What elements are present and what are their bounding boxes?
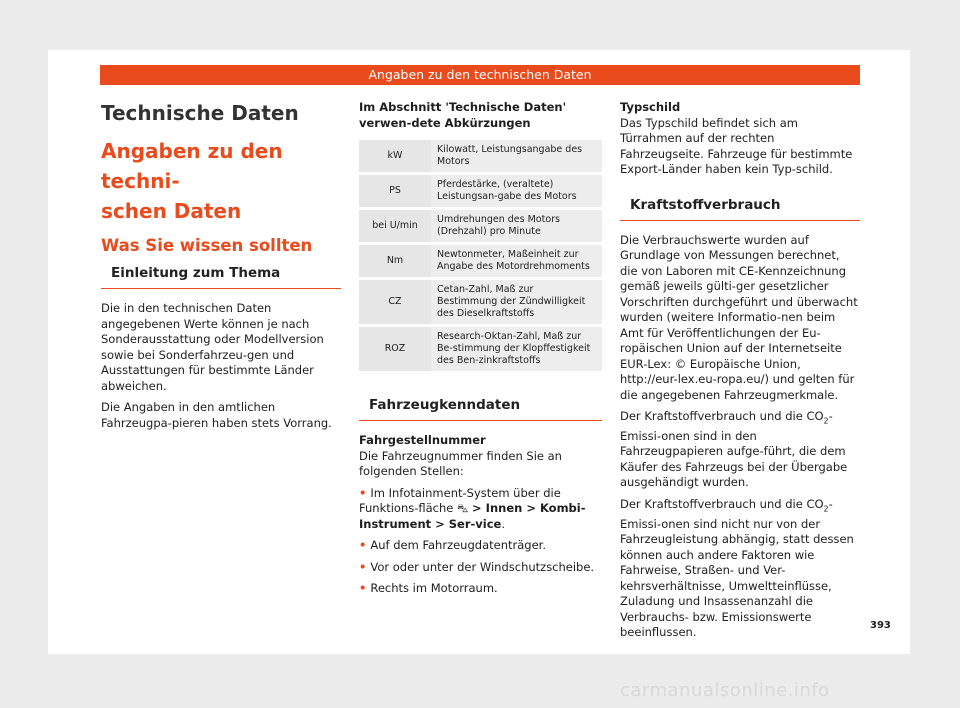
list-item: • Rechts im Motorraum. xyxy=(359,581,498,595)
abbr-key: bei U/min xyxy=(359,210,431,242)
header-bar: Angaben zu den technischen Daten xyxy=(100,65,860,85)
fuel-paragraph-3: Der Kraftstoffverbrauch und die $CO_2-Emissi$-onen sind nicht nur von der Fahrzeugleistung abhängig, statt dessen können auch andere Faktoren wie Fahrweise, Straßen- und Ver-kehrsverhältnisse, Umweltteinflüsse, Zuladung und Insassenanzahl die Verbrauchs- bzw. Emissionswerte beeinflussen. xyxy=(620,496,854,640)
abbr-value: Pferdestärke, (veraltete) Leistungsan-gabe des Motors xyxy=(431,175,602,207)
abbr-title: Im Abschnitt 'Technische Daten' verwen-dete Abkürzungen xyxy=(359,100,567,130)
abbr-value: Cetan-Zahl, Maß zur Bestimmung der Zündwilligkeit des Dieselkraftstoffs xyxy=(431,280,602,324)
watermark: carmanualsonline.info xyxy=(620,680,830,701)
column-1 xyxy=(101,100,341,437)
abbr-key: kW xyxy=(359,140,431,172)
abbr-key: PS xyxy=(359,175,431,207)
list-item: • Auf dem Fahrzeugdatenträger. xyxy=(359,538,546,552)
list-item: • Vor oder unter der Windschutzscheibe. xyxy=(359,559,595,574)
bullet-icon: • xyxy=(359,581,367,595)
vin-text: Die Fahrzeugnummer finden Sie an folgenden Stellen: xyxy=(359,448,562,478)
car-icon: ⛍ xyxy=(457,502,469,515)
abbr-value: Research-Oktan-Zahl, Maß zur Be-stimmung der Klopffestigkeit des Ben-zinkraftstoffs xyxy=(431,327,602,371)
fuel-paragraph-1: Die Verbrauchswerte wurden auf Grundlage von Messungen berechnet, die von Laboren mit CE-Kennzeichnung gemäß jeweils gülti-ger gesetzlicher Vorschriften durchgeführt und überwacht wurden (weitere Informatio-nen beim Amt für Veröffentlichungen der Eu-ropäischen Union auf der Internetseite EUR-Lex: © Europäische Union, http://eur-lex.eu-ropa.eu/) und gelten für die angegebenen Fahrzeugmerkmale. xyxy=(620,232,858,402)
abbr-key: ROZ xyxy=(359,327,431,371)
abbreviation-table xyxy=(359,137,602,374)
vin-location-list xyxy=(359,486,602,597)
table-row xyxy=(359,175,602,207)
chapter-title-line2: schen Daten xyxy=(101,199,242,223)
section-title-vehicle-data: Fahrzeugkenndaten xyxy=(359,396,602,421)
chapter-title xyxy=(101,136,341,226)
table-row xyxy=(359,327,602,371)
abbr-value: Umdrehungen des Motors (Drehzahl) pro Minute xyxy=(431,210,602,242)
abbr-value: Kilowatt, Leistungsangabe des Motors xyxy=(431,140,602,172)
table-row xyxy=(359,140,602,172)
vin-title: Fahrgestellnummer xyxy=(359,433,486,447)
type-plate-title: Typschild xyxy=(620,100,681,114)
chapter-title-line1: Angaben zu den techni- xyxy=(101,139,283,193)
abbr-key: CZ xyxy=(359,280,431,324)
section-title-intro: Einleitung zum Thema xyxy=(101,264,341,289)
column-3 xyxy=(620,100,860,647)
abbr-key: Nm xyxy=(359,245,431,277)
table-row xyxy=(359,245,602,277)
intro-paragraph-1: Die in den technischen Daten angegebenen Werte können je nach Sonderausstattung oder Modellversion sowie bei Sonderfahrzeu-gen und Ausstattungen für bestimmte Länder abweichen. xyxy=(101,301,324,393)
column-2 xyxy=(359,100,602,603)
bullet-icon: • xyxy=(359,559,367,574)
page-number: 393 xyxy=(870,620,891,631)
table-row xyxy=(359,210,602,242)
abbr-value: Newtonmeter, Maßeinheit zur Angabe des Motordrehmoments xyxy=(431,245,602,277)
type-plate-text: Das Typschild befindet sich am Türrahmen auf der rechten Fahrzeugseite. Fahrzeuge für bestimmte Export-Länder haben kein Typ-schild. xyxy=(620,115,853,176)
intro-paragraph-2: Die Angaben in den amtlichen Fahrzeugpa-pieren haben stets Vorrang. xyxy=(101,400,332,430)
fuel-paragraph-2: Der Kraftstoffverbrauch und die $CO_2-Emissi$-onen sind in den Fahrzeugpapieren aufge-führt, die dem Käufer des Fahrzeugs bei der Übergabe ausgehändigt wurden. xyxy=(620,409,848,490)
list-item: • Im Infotainment-System über die Funktions-fläche ⛍ > Innen > Kombi-Instrument > Ser-vice. xyxy=(359,485,586,531)
page-title: Technische Daten xyxy=(101,101,299,125)
table-row xyxy=(359,280,602,324)
subchapter-title: Was Sie wissen sollten xyxy=(101,236,313,255)
section-title-fuel: Kraftstoffverbrauch xyxy=(620,196,860,221)
menu-path: > Innen > Kombi-Instrument > Ser-vice xyxy=(359,501,586,531)
bullet-icon: • xyxy=(359,485,367,500)
bullet-icon: • xyxy=(359,538,367,552)
